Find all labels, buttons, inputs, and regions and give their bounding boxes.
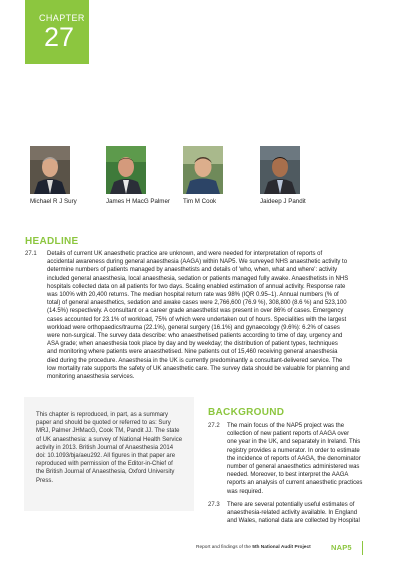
text-line: the incidence of reports of AAGA, the denominator	[227, 455, 361, 462]
text-line: anaesthesia-related activity available. In England	[227, 510, 358, 517]
author-photo	[106, 146, 146, 194]
text-line: There are several potentially useful estimates of	[227, 502, 355, 508]
author	[106, 146, 170, 205]
paragraph-number: 27.3	[208, 502, 220, 508]
text-line: of UK anaesthesia: a survey of National Health Service	[36, 436, 183, 443]
text-line: The main focus of the NAP5 project was the	[227, 423, 345, 429]
author-photo	[260, 146, 300, 194]
headline-heading: HEADLINE	[25, 236, 79, 247]
text-line: were non-surgical. The survey data describe: who anaesthetised patients according to time of day, urgency and	[47, 333, 343, 340]
text-line: ASA grade; when anaesthesia took place by day and by weekday; the distribution of patient types, techniques	[47, 341, 338, 348]
footer-project-name: 5th National Audit Project	[252, 545, 311, 550]
text-line: (14.5%) respectively. A consultant or a career grade anaesthetist was present in over 86% of cases. Emergency	[47, 308, 344, 315]
author-name: James H MacG Palmer	[106, 198, 170, 205]
text-line: needed. Moreover, to best interpret the AAGA	[227, 472, 349, 479]
text-line: registry provides a numerator. In order to estimate	[227, 447, 360, 454]
chapter-box	[25, 0, 89, 64]
text-line: determine numbers of patients managed by anaesthetists and details of 'who, when, what and where': activity	[47, 267, 338, 274]
author-name: Jaideep J Pandit	[260, 198, 306, 205]
background-heading: BACKGROUND	[208, 407, 285, 418]
text-line: Press.	[36, 477, 54, 484]
author-photo	[183, 146, 223, 194]
text-line: included general anaesthesia, local anaesthesia, sedation or patients managed fully awake. Anaesthetists in NHS	[47, 275, 349, 282]
text-line: one year in the UK, and separately in Ireland. This	[227, 439, 361, 446]
author	[260, 146, 306, 205]
text-line: low mortality rate supports the safety of UK anaesthetic care. The survey data should be valuable for planning and	[47, 365, 350, 372]
footer-prefix: Report and findings of the	[196, 545, 253, 550]
text-line: monitoring anaesthesia services.	[47, 374, 135, 381]
text-line: total) of general anaesthetics, sedation and awake cases were 2,766,600 (76.9 %), 308,800 (8.6 %) and 523,100	[47, 300, 347, 307]
text-line: the British Journal of Anaesthesia, Oxford University	[36, 469, 175, 476]
text-line: was required.	[227, 488, 264, 495]
footer-text	[196, 545, 311, 550]
text-line: reproduced with permission of the Editor-in-Chief of	[36, 461, 173, 468]
chapter-label: CHAPTER	[39, 13, 85, 23]
citation-text	[36, 411, 190, 485]
headline-paragraph	[47, 250, 387, 381]
paragraph-number: 27.2	[208, 423, 220, 429]
footer-divider	[362, 541, 363, 555]
text-line: This chapter is reproduced, in part, as a summary	[36, 412, 169, 418]
author-name: Michael R J Sury	[30, 198, 77, 205]
author-name: Tim M Cook	[183, 198, 217, 205]
text-line: cases accounted for 23.1% of workload, 75% of which were undertaken out of hours. Specialities with the largest	[47, 316, 347, 323]
text-line: activity in 2013. British Journal of Anaesthesia 2014	[36, 444, 174, 451]
text-line: paper and should be quoted or referred to as: Sury	[36, 420, 171, 427]
text-line: doi: 10.1093/bja/aeu292. All figures in that paper are	[36, 453, 176, 460]
text-line: MRJ, Palmer JHMacG, Cook TM, Pandit JJ. The state	[36, 428, 180, 435]
author-photo	[30, 146, 70, 194]
text-line: accidental awareness during general anaesthesia (AAGA) within NAP5. We surveyed NHS anaesthetic activity to	[47, 259, 348, 266]
text-line: Details of current UK anaesthetic practice are unknown, and were needed for interpretation of reports of	[47, 251, 323, 257]
text-line: hospitals collected data on all patients for two days. Scaling enabled estimation of annual activity. Response rate	[47, 283, 346, 290]
text-line: reports an analysis of current anaesthetic practices	[227, 480, 363, 487]
author	[183, 146, 223, 205]
text-line: number of general anaesthetics administered was	[227, 464, 360, 471]
text-line: was 100% with 20,400 returns. The median hospital return rate was 98% (IQR 0.95–1). Annual numbers (% of	[47, 292, 339, 299]
text-line: and monitoring where patients were anaesthetised. Nine patients out of 15,460 receiving general anaesthesia	[47, 349, 338, 356]
text-line: collection of new patient reports of AAGA over	[227, 431, 350, 438]
text-line: and Wales, national data are collected by Hospital	[227, 518, 360, 525]
background-paragraph	[227, 422, 387, 496]
nap5-logo: NAP5	[331, 543, 352, 552]
text-line: died during the procedure. Anaesthesia in the UK is currently predominantly a consultant-delivered service. The	[47, 357, 343, 364]
citation-box	[24, 397, 194, 511]
chapter-number: 27	[44, 22, 75, 52]
author	[30, 146, 77, 205]
background-paragraph	[227, 501, 387, 526]
text-line: workload were orthopaedics/trauma (22.1%), general surgery (16.1%) and gynaecology (9.6%): 6.2% of cases	[47, 324, 340, 331]
paragraph-number: 27.1	[25, 251, 37, 257]
